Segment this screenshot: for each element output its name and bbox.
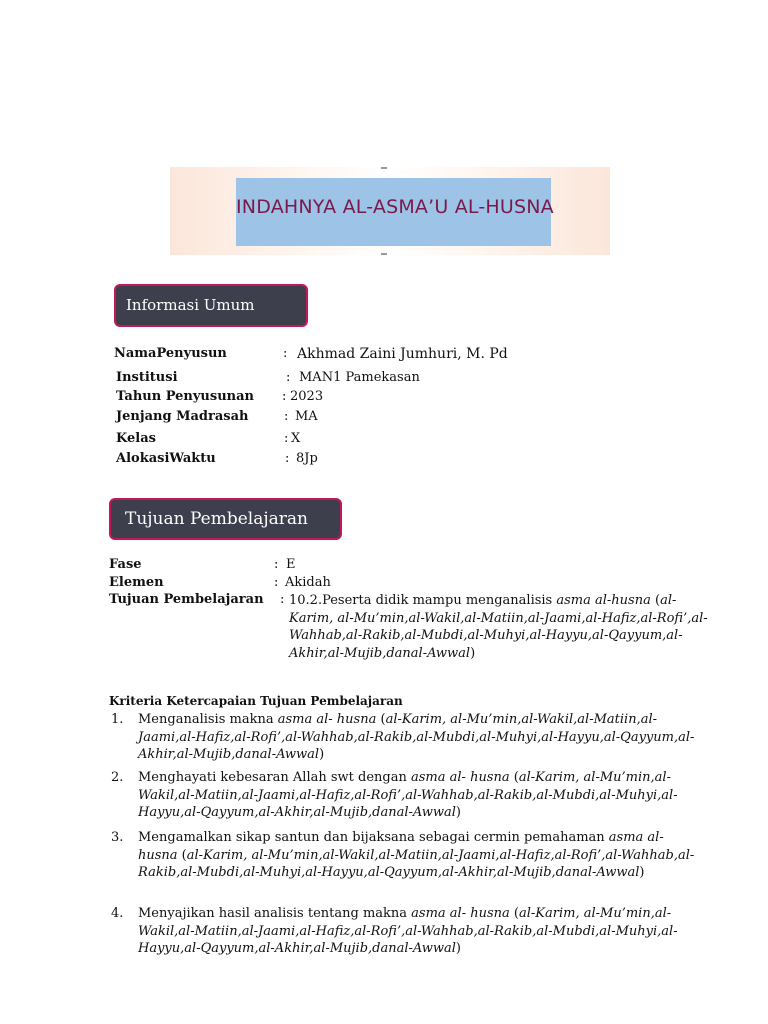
field-value-jenjang: MA [295,409,318,424]
elemen-value: Akidah [285,575,331,590]
tp-text [289,592,709,662]
item-names: al-Karim, al-Mu’min,al-Wakil,al-Matiin,al-Jaami,al-Hafiz,al-Rofi’,al-Wahhab,al-Rakib,al-Mubdi,al-Muhyi,al-Hayyu,al-Qayyum,al-Akhir,al-Mujib,danal-Awwal [138,770,678,820]
document-title: INDAHNYA AL-ASMA’U AL-HUSNA [236,196,554,218]
item-prefix: Menghayati kebesaran Allah swt dengan [138,770,411,785]
item-names: al-Karim, al-Mu’min,al-Wakil,al-Matiin,al-Jaami,al-Hafiz,al-Rofi’,al-Wahhab,al-Rakib,al-Mubdi,al-Muhyi,al-Hayyu,al-Qayyum,al-Akhir,al-Mujib,danal-Awwal [138,847,695,880]
tp-term: asma al-husna [556,593,651,608]
tp-sep: : [280,592,285,607]
fase-value: E [286,557,296,572]
kriteria-title: Kriteria Ketercapaian Tujuan Pembelajaran [109,694,403,708]
item-close: ) [319,747,325,762]
tujuan-pembelajaran-heading [109,498,342,540]
field-sep-institusi: : [286,370,291,385]
field-value-kelas: X [291,431,301,446]
item-open: ( [177,847,187,863]
list-item-text [138,769,703,822]
banner-tick-top [381,167,387,169]
banner-tick-bottom [381,253,387,255]
item-prefix: Menyajikan hasil analisis tentang makna [138,906,412,921]
item-prefix: Mengamalkan sikap santun dan bijaksana sebagai cermin pemahaman [138,830,609,845]
field-sep-tahun: : [282,389,287,404]
field-sep-kelas: : [284,431,289,446]
item-names: al-Karim, al-Mu’min,al-Wakil,al-Matiin,al-Jaami,al-Hafiz,al-Rofi’,al-Wahhab,al-Rakib,al-Mubdi,al-Muhyi,al-Hayyu,al-Qayyum,al-Akhir,al-Mujib,danal-Awwal [138,712,695,762]
item-open: ( [376,712,386,727]
item-term: asma al- husna [411,770,510,785]
tp-label: Tujuan Pembelajaran [109,592,264,607]
field-sep-alokasi: : [285,451,290,466]
list-item-text [138,905,703,958]
item-prefix: Menganalisis makna [138,712,278,727]
tp-prefix: 10.2.Peserta didik mampu menganalisis [289,593,557,608]
item-close: ) [455,805,461,820]
field-value-alokasi: 8Jp [296,451,318,466]
list-item-number: 4. [111,906,124,921]
field-label-nama: NamaPenyusun [114,346,227,361]
field-label-institusi: Institusi [116,370,178,385]
fase-label: Fase [109,557,142,572]
tp-close: ) [470,645,476,661]
informasi-umum-heading-text: Informasi Umum [126,296,255,314]
list-item-text [138,829,703,882]
list-item-number: 3. [111,830,124,845]
list-item-number: 1. [111,712,124,727]
list-item-number: 2. [111,770,124,785]
field-value-nama: Akhmad Zaini Jumhuri, M. Pd [297,346,508,362]
field-label-jenjang: Jenjang Madrasah [116,409,249,424]
field-sep-nama: : [283,346,288,361]
field-value-institusi: MAN1 Pamekasan [299,370,420,385]
elemen-sep: : [274,575,279,590]
fase-sep: : [274,557,279,572]
tujuan-pembelajaran-heading-text: Tujuan Pembelajaran [125,509,308,529]
item-term: asma al-husna [138,830,664,863]
informasi-umum-heading [114,284,308,327]
field-label-tahun: Tahun Penyusunan [116,389,254,404]
field-sep-jenjang: : [284,409,289,424]
item-close: ) [455,941,461,956]
item-close: ) [639,865,645,880]
elemen-label: Elemen [109,575,164,590]
list-item-text [138,711,703,764]
item-names: al-Karim, al-Mu’min,al-Wakil,al-Matiin,al-Jaami,al-Hafiz,al-Rofi’,al-Wahhab,al-Rakib,al-Mubdi,al-Muhyi,al-Hayyu,al-Qayyum,al-Akhir,al-Mujib,danal-Awwal [138,906,678,956]
item-open: ( [509,906,519,921]
item-term: asma al- husna [277,712,377,727]
field-label-alokasi: AlokasiWaktu [116,451,216,466]
field-label-kelas: Kelas [116,431,156,446]
field-value-tahun: 2023 [290,389,324,404]
tp-names: al-Karim, al-Mu’min,al-Wakil,al-Matiin,al-Jaami,al-Hafiz,al-Rofi’,al-Wahhab,al-Rakib,al-Mubdi,al-Muhyi,al-Hayyu,al-Qayyum,al-Akhir,al-Mujib,danal-Awwal [289,593,708,661]
item-open: ( [509,770,519,785]
item-term: asma al- husna [411,906,510,921]
tp-open: ( [650,593,661,608]
